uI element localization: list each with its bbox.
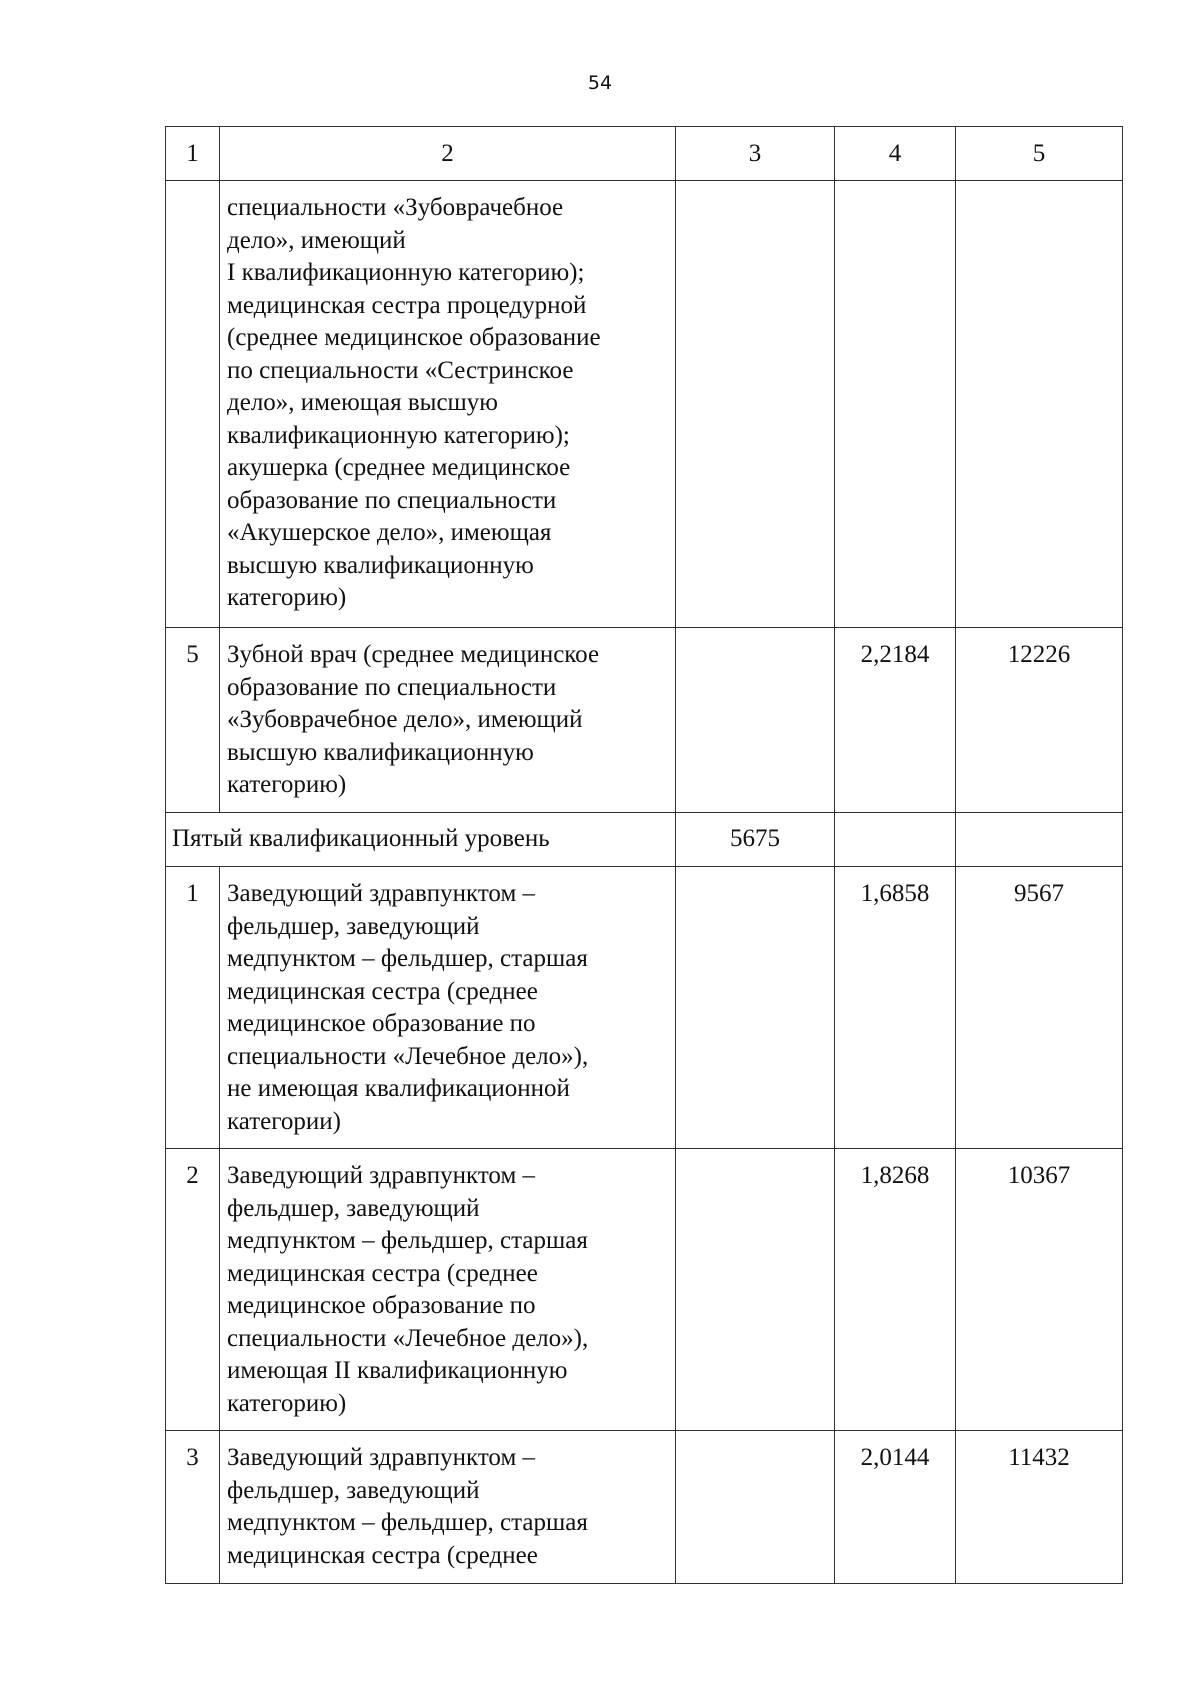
salary-cell <box>956 181 1123 628</box>
salary-table <box>165 126 1123 1584</box>
position-description-cell: Заведующий здравпунктом – фельдшер, заведующий медпунктом – фельдшер, старшая медицинская сестра (среднее <box>220 1431 676 1584</box>
qualification-level-base-salary: 5675 <box>676 813 835 867</box>
column-header: 5 <box>956 127 1123 181</box>
coefficient-cell: 2,0144 <box>835 1431 956 1584</box>
qualification-level-label: Пятый квалификационный уровень <box>166 813 676 867</box>
row-number-cell: 2 <box>166 1149 220 1431</box>
row-number-cell <box>166 181 220 628</box>
salary-cell: 9567 <box>956 867 1123 1149</box>
qualification-level-row <box>166 813 1123 867</box>
coefficient-cell: 1,6858 <box>835 867 956 1149</box>
column-header: 4 <box>835 127 956 181</box>
table-row <box>166 1431 1123 1584</box>
column-header: 1 <box>166 127 220 181</box>
salary-cell <box>956 813 1123 867</box>
salary-cell: 10367 <box>956 1149 1123 1431</box>
coefficient-cell <box>835 181 956 628</box>
table-row <box>166 1149 1123 1431</box>
table-row <box>166 867 1123 1149</box>
base-salary-cell <box>676 181 835 628</box>
table-row <box>166 628 1123 813</box>
salary-cell: 11432 <box>956 1431 1123 1584</box>
coefficient-cell: 2,2184 <box>835 628 956 813</box>
base-salary-cell <box>676 628 835 813</box>
page-number: 54 <box>587 72 613 94</box>
row-number-cell: 3 <box>166 1431 220 1584</box>
table-header-row <box>166 127 1123 181</box>
column-header: 2 <box>220 127 676 181</box>
coefficient-cell <box>835 813 956 867</box>
row-number-cell: 1 <box>166 867 220 1149</box>
base-salary-cell <box>676 1431 835 1584</box>
coefficient-cell: 1,8268 <box>835 1149 956 1431</box>
base-salary-cell <box>676 867 835 1149</box>
table-row-continuation <box>166 181 1123 628</box>
base-salary-cell <box>676 1149 835 1431</box>
position-description-cell: Зубной врач (среднее медицинское образование по специальности «Зубоврачебное дело», имеющий высшую квалификационную категорию) <box>220 628 676 813</box>
salary-cell: 12226 <box>956 628 1123 813</box>
position-description-cell: Заведующий здравпунктом – фельдшер, заведующий медпунктом – фельдшер, старшая медицинская сестра (среднее медицинское образование по специальности «Лечебное дело»), имеющая II квалификационную категорию) <box>220 1149 676 1431</box>
position-description-cell: Заведующий здравпунктом – фельдшер, заведующий медпунктом – фельдшер, старшая медицинская сестра (среднее медицинское образование по специальности «Лечебное дело»), не имеющая квалификационной категории) <box>220 867 676 1149</box>
position-description-cell: специальности «Зубоврачебное дело», имеющий I квалификационную категорию); медицинская сестра процедурной (среднее медицинское образование по специальности «Сестринское дело», имеющая высшую квалификационную категорию); акушерка (среднее медицинское образование по специальности «Акушерское дело», имеющая высшую квалификационную категорию) <box>220 181 676 628</box>
column-header: 3 <box>676 127 835 181</box>
row-number-cell: 5 <box>166 628 220 813</box>
